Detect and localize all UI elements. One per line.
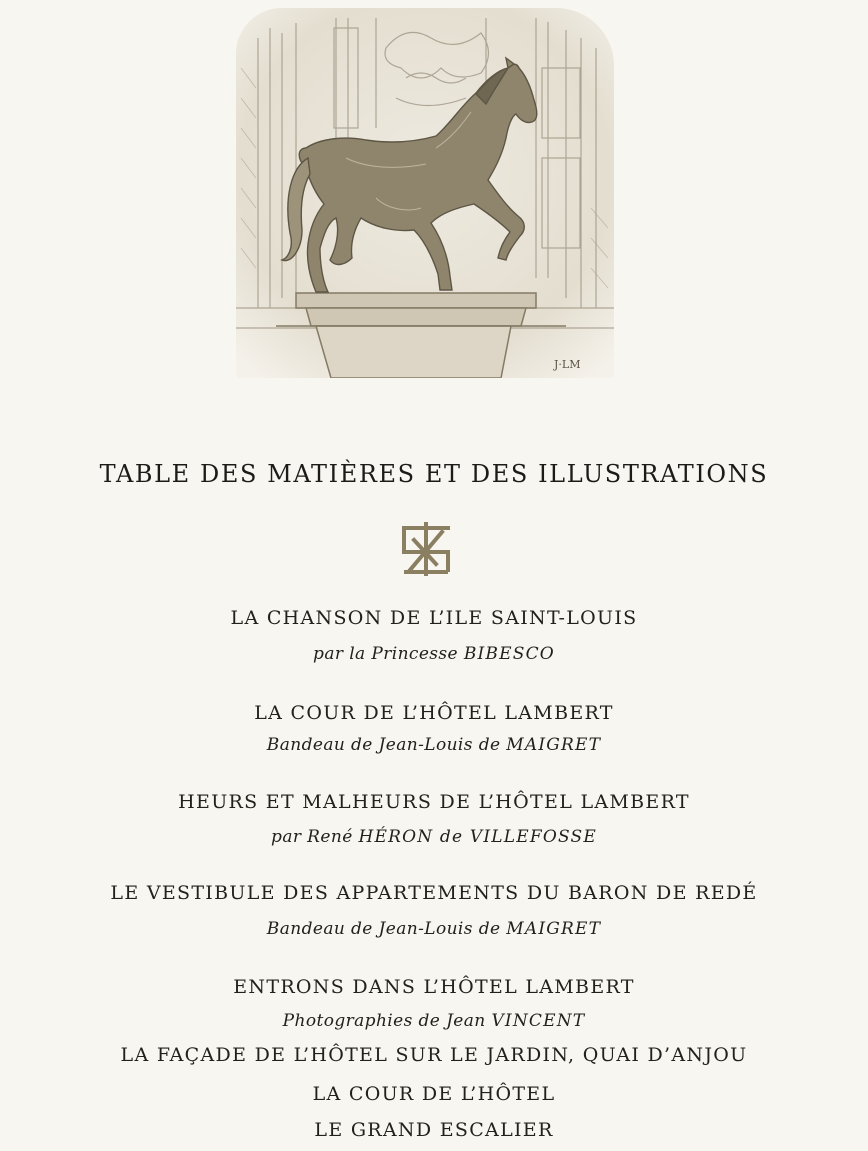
credit-prefix: Photographies de Jean [282, 1011, 492, 1031]
artist-signature: J·LM [554, 358, 581, 371]
subentry-title: LA COUR DE L’HÔTEL [312, 1083, 556, 1105]
entry-title: LE VESTIBULE DES APPARTEMENTS DU BARON DE REDÉ [110, 882, 758, 904]
entry-credit [0, 827, 868, 847]
horse-statue-drawing [236, 8, 614, 378]
credit-name: VINCENT [491, 1011, 586, 1031]
credit-name: HÉRON de VILLEFOSSE [358, 827, 597, 847]
entry-credit [0, 919, 868, 939]
monogram-ornament-icon [396, 518, 456, 580]
entry-title: LA CHANSON DE L’ILE SAINT-LOUIS [230, 607, 638, 629]
horse-statue-illustration [236, 8, 614, 378]
entry-title: ENTRONS DANS L’HÔTEL LAMBERT [233, 976, 635, 998]
credit-prefix: par René [271, 827, 359, 847]
credit-prefix: Bandeau de Jean-Louis de [266, 919, 507, 939]
entry-title: LA COUR DE L’HÔTEL LAMBERT [254, 702, 614, 724]
entry-credit [0, 1011, 868, 1031]
credit-prefix: par la Princesse [313, 644, 464, 664]
subentry-title: LE GRAND ESCALIER [314, 1119, 554, 1141]
subentry-title: LA FAÇADE DE L’HÔTEL SUR LE JARDIN, QUAI D’ANJOU [120, 1044, 748, 1066]
entry-credit [0, 644, 868, 664]
credit-name: BIBESCO [463, 644, 555, 664]
credit-name: MAIGRET [506, 919, 602, 939]
credit-prefix: Bandeau de Jean-Louis de [266, 735, 507, 755]
credit-name: MAIGRET [506, 735, 602, 755]
entry-title: HEURS ET MALHEURS DE L’HÔTEL LAMBERT [178, 791, 690, 813]
entry-credit [0, 735, 868, 755]
page-title: TABLE DES MATIÈRES ET DES ILLUSTRATIONS [99, 460, 769, 488]
